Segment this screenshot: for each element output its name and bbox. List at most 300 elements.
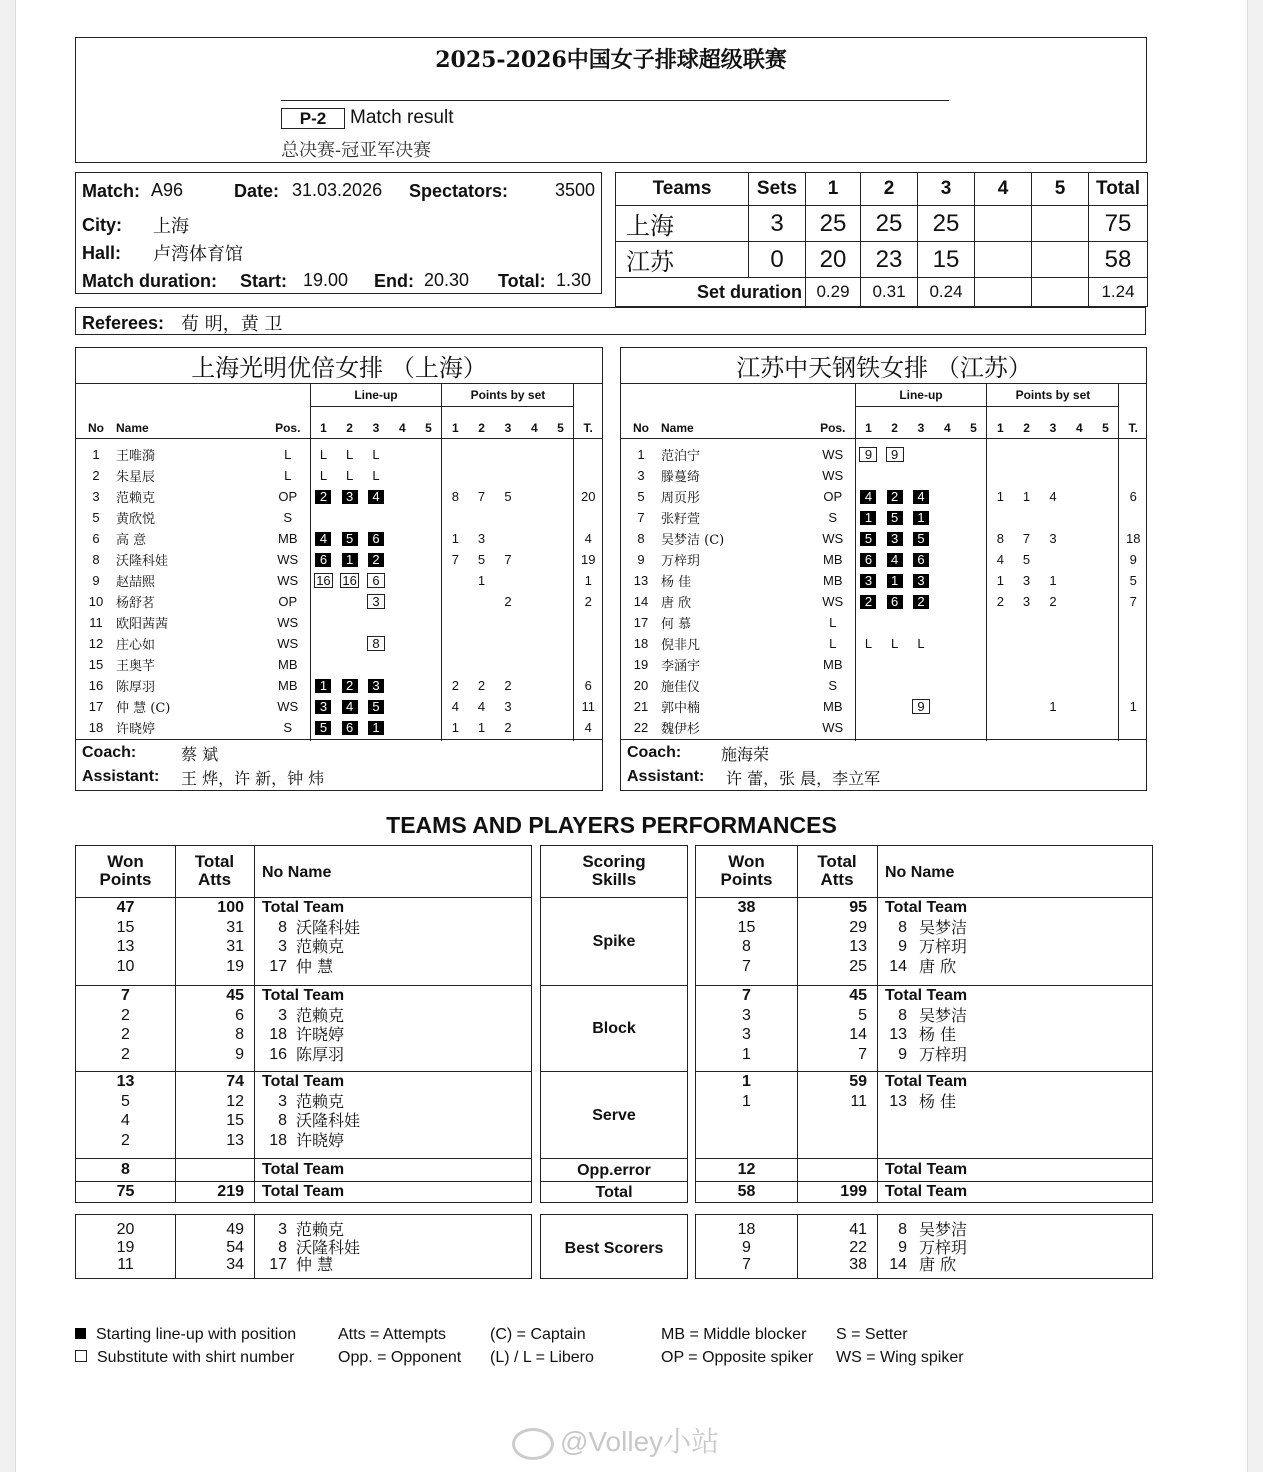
col-pos: Pos. — [266, 407, 310, 439]
player-number: 1 — [637, 447, 645, 462]
set-points — [1093, 612, 1119, 633]
player-number: 1 — [92, 447, 100, 462]
set-points — [1013, 654, 1039, 675]
player-position: OP — [278, 594, 298, 609]
skill-label-spike: Spike — [541, 898, 687, 986]
set-duration-row — [616, 278, 1148, 307]
set-points — [1093, 444, 1119, 465]
lineup-cell — [881, 486, 907, 507]
legend-item — [661, 1326, 806, 1344]
lineup-cell — [908, 528, 934, 549]
lineup-cell — [363, 507, 389, 528]
starting-position-badge: 6 — [913, 553, 929, 567]
total-points: 4 — [574, 528, 602, 549]
set-points: 2 — [504, 720, 512, 735]
shirt-number: 17 — [269, 1256, 287, 1273]
set-points — [1093, 654, 1119, 675]
set-points: 5 — [477, 552, 486, 567]
lineup-cell — [310, 675, 336, 696]
spacer — [621, 384, 855, 407]
set-points — [548, 675, 574, 696]
set-points: 1 — [477, 573, 486, 588]
player-name: 沃隆科娃 — [296, 1237, 361, 1257]
starting-position-badge: 5 — [887, 511, 903, 525]
best-scorer-line — [76, 1221, 531, 1239]
player-number: 17 — [633, 615, 649, 630]
won-points: 8 — [121, 1161, 130, 1178]
score-header-sets: Sets — [749, 173, 806, 206]
set-points — [987, 465, 1013, 486]
set-points — [1066, 717, 1092, 738]
won-points: 4 — [121, 1112, 130, 1129]
lineup-cell: L — [890, 636, 899, 651]
total-attempts: 41 — [849, 1221, 867, 1238]
performance-line — [76, 898, 531, 918]
legend-text: OP = Opposite spiker — [661, 1349, 814, 1366]
player-number: 18 — [633, 636, 649, 651]
performance-line — [696, 1159, 1152, 1181]
lineup-cell — [961, 717, 987, 738]
player-name: 范赖克 — [296, 1220, 345, 1239]
player-row — [76, 654, 602, 675]
player-name: 朱星辰 — [116, 470, 156, 485]
set-points — [442, 612, 468, 633]
points-by-set-header: Points by set — [987, 384, 1119, 407]
set-points — [468, 444, 494, 465]
performance-line — [696, 957, 1152, 977]
lineup-cell — [310, 717, 336, 738]
set-points: 3 — [1049, 531, 1057, 546]
player-position: OP — [823, 489, 843, 504]
set-points — [548, 654, 574, 675]
lineup-cell — [310, 486, 336, 507]
set-points — [521, 612, 547, 633]
set-points — [1040, 654, 1066, 675]
total-label: Total: — [498, 271, 546, 291]
set-points — [548, 612, 574, 633]
best-scorers-label-box — [540, 1214, 688, 1279]
shirt-number: 8 — [278, 1238, 287, 1256]
player-name: 杨 佳 — [919, 1091, 957, 1111]
won-points: 13 — [116, 1073, 135, 1090]
set-score: 15 — [918, 242, 975, 278]
no-name-header: No Name — [885, 864, 955, 881]
skill-group-serve — [76, 1072, 531, 1159]
lineup-cell — [363, 633, 389, 654]
lineup-cell — [389, 633, 415, 654]
player-name: 万梓玥 — [661, 554, 701, 569]
column-header-row — [621, 407, 1147, 439]
doc-code: P-2 — [281, 108, 345, 129]
score-header-3: 3 — [918, 173, 975, 206]
performance-line — [76, 1045, 531, 1065]
watermark-text: @Volley小站 — [560, 1426, 720, 1457]
skill-group-serve — [696, 1072, 1152, 1159]
total-attempts: 100 — [217, 899, 244, 916]
player-position: WS — [277, 699, 299, 714]
city-label: City: — [82, 215, 122, 235]
set-points — [1013, 696, 1039, 717]
shirt-number: 8 — [898, 1221, 907, 1238]
player-name: Total Team — [262, 987, 345, 1004]
legend-item — [661, 1349, 813, 1367]
set-points — [1013, 612, 1039, 633]
lineup-cell — [416, 654, 442, 675]
set-points — [1013, 675, 1039, 696]
lineup-cell — [416, 465, 442, 486]
best-scorer-line — [696, 1256, 1152, 1274]
lineup-cell — [416, 549, 442, 570]
player-name: 陈厚羽 — [116, 680, 156, 695]
total-attempts: 29 — [849, 918, 867, 936]
player-number: 8 — [637, 531, 645, 546]
player-name: Total Team — [262, 1161, 345, 1178]
lineup-cell — [336, 612, 362, 633]
lineup-cell — [908, 654, 934, 675]
divider — [281, 100, 949, 101]
total-attempts: 15 — [226, 1112, 244, 1129]
performance-line — [696, 1092, 1152, 1112]
set-points — [468, 654, 494, 675]
player-name: 高 意 — [116, 533, 147, 548]
set-points — [1066, 444, 1092, 465]
column-header-row — [76, 407, 602, 439]
player-row — [621, 696, 1147, 717]
lineup-cell — [961, 507, 987, 528]
total-atts-header: Total Atts — [194, 852, 235, 889]
lineup-cell — [363, 654, 389, 675]
referees-label: Referees: — [82, 313, 165, 333]
won-points: 7 — [121, 987, 130, 1004]
player-row — [76, 570, 602, 591]
legend-item — [490, 1326, 586, 1344]
set-points — [987, 717, 1013, 738]
total-points — [1119, 507, 1147, 528]
start-value: 19.00 — [303, 270, 349, 290]
player-row — [621, 465, 1147, 486]
set-score: 25 — [918, 206, 975, 242]
performance-line — [696, 1006, 1152, 1026]
player-name: 张籽萱 — [661, 512, 701, 527]
set-points — [1093, 717, 1119, 738]
legend-text: (C) = Captain — [490, 1326, 586, 1343]
set-points — [521, 549, 547, 570]
total-points: 2 — [574, 591, 602, 612]
starting-position-badge: 6 — [860, 553, 876, 567]
player-number: 3 — [637, 468, 645, 483]
score-header-row — [616, 173, 1148, 206]
set-points: 5 — [504, 489, 512, 504]
lineup-cell — [961, 612, 987, 633]
match-info-box — [75, 172, 602, 294]
legend-text: Opp. = Opponent — [338, 1349, 462, 1366]
total-attempts: 31 — [226, 918, 244, 936]
won-points-header: Won Points — [720, 852, 773, 889]
legend-text: Starting line-up with position — [96, 1326, 297, 1343]
player-position: S — [828, 678, 838, 693]
starting-position-badge: 3 — [315, 700, 331, 714]
starting-position-badge: 4 — [315, 532, 331, 546]
set-score — [975, 206, 1032, 242]
weibo-logo-icon — [512, 1428, 554, 1460]
won-points: 3 — [742, 1026, 751, 1043]
starting-position-badge: 6 — [342, 721, 358, 735]
player-number: 11 — [89, 615, 103, 630]
column-divider — [877, 846, 878, 1202]
skill-group-opperror — [696, 1159, 1152, 1182]
set-points: 2 — [504, 678, 512, 693]
referees-box — [75, 307, 1146, 335]
set-score: 25 — [806, 206, 861, 242]
col-lineup-set-2: 2 — [881, 407, 907, 439]
set-points — [1013, 717, 1039, 738]
lineup-cell — [363, 549, 389, 570]
end-value: 20.30 — [424, 270, 470, 290]
player-position: S — [283, 720, 293, 735]
set-score: 20 — [806, 242, 861, 278]
player-name: 杨 佳 — [661, 575, 692, 590]
total-attempts: 7 — [858, 1045, 867, 1063]
lineup-cell — [961, 465, 987, 486]
total-points — [1119, 612, 1147, 633]
won-points: 15 — [737, 918, 756, 936]
set-points — [1013, 507, 1039, 528]
lineup-cell — [389, 507, 415, 528]
player-number: 17 — [88, 699, 104, 714]
player-number: 8 — [92, 552, 100, 567]
performance-line — [696, 986, 1152, 1006]
performance-line — [76, 986, 531, 1006]
performance-line — [76, 1092, 531, 1112]
total-attempts: 54 — [226, 1238, 244, 1256]
set-points — [468, 465, 494, 486]
won-points: 2 — [121, 1006, 130, 1024]
set-points — [442, 591, 468, 612]
lineup-cell — [934, 444, 960, 465]
lineup-cell — [416, 486, 442, 507]
set-points: 3 — [1022, 573, 1031, 588]
lineup-cell — [855, 717, 881, 738]
set-points — [1040, 444, 1066, 465]
player-name: 欧阳茜茜 — [116, 617, 169, 632]
lineup-cell — [389, 549, 415, 570]
won-points: 1 — [742, 1045, 751, 1063]
score-header-4: 4 — [975, 173, 1032, 206]
starting-position-badge: 1 — [860, 511, 876, 525]
col-points-set-2: 2 — [468, 407, 494, 439]
total-attempts: 5 — [858, 1006, 867, 1024]
lineup-cell: L — [345, 447, 354, 462]
total-points: 4 — [574, 717, 602, 738]
lineup-cell — [908, 570, 934, 591]
set-points: 1 — [987, 570, 1013, 591]
total-points: 11 — [574, 696, 602, 717]
player-number: 6 — [92, 531, 100, 546]
no-name-header: No Name — [262, 864, 332, 881]
player-name: 沃隆科娃 — [296, 1111, 361, 1130]
set-points — [987, 675, 1013, 696]
player-name: 滕蔓绮 — [661, 470, 701, 485]
starting-position-badge: 5 — [315, 721, 331, 735]
col-pos: Pos. — [811, 407, 855, 439]
total-points — [1119, 465, 1147, 486]
team-panel-shanghai — [75, 347, 603, 791]
set-points: 7 — [477, 489, 486, 504]
set-score — [1032, 206, 1089, 242]
set-points — [1093, 486, 1119, 507]
lineup-cell: L — [917, 636, 925, 651]
player-name: 吴梦洁 (C) — [661, 533, 725, 548]
starting-position-badge: 2 — [342, 679, 358, 693]
set-points — [442, 633, 468, 654]
set-score — [975, 242, 1032, 278]
lineup-cell — [416, 717, 442, 738]
total-attempts: 6 — [235, 1006, 244, 1024]
starting-position-badge: 5 — [860, 532, 876, 546]
legend-item — [836, 1326, 908, 1344]
set-points: 3 — [477, 531, 486, 546]
player-position: MB — [278, 531, 298, 546]
lineup-cell — [881, 570, 907, 591]
set-points — [1066, 486, 1092, 507]
lineup-cell — [934, 696, 960, 717]
lineup-header: Line-up — [310, 384, 442, 407]
lineup-cell — [908, 465, 934, 486]
player-number: 9 — [637, 552, 645, 567]
score-header-teams: Teams — [616, 173, 749, 206]
lineup-cell — [416, 696, 442, 717]
won-points: 10 — [116, 957, 135, 975]
set-points — [1066, 549, 1092, 570]
legend-item — [75, 1349, 294, 1367]
set-duration — [975, 278, 1032, 307]
shirt-number: 8 — [898, 918, 907, 936]
lineup-cell — [855, 465, 881, 486]
lineup-header: Line-up — [855, 384, 987, 407]
shirt-number: 14 — [889, 1256, 907, 1273]
set-points — [987, 654, 1013, 675]
set-points: 1 — [1049, 699, 1057, 714]
lineup-cell — [336, 591, 362, 612]
lineup-cell — [310, 507, 336, 528]
lineup-cell: L — [855, 633, 881, 654]
player-name: 庄心如 — [116, 638, 156, 653]
starting-position-badge: 2 — [860, 595, 876, 609]
group-header-row — [76, 384, 602, 407]
player-number: 14 — [633, 594, 649, 609]
performance-line — [696, 1182, 1152, 1202]
legend-item — [338, 1326, 446, 1344]
lineup-cell — [389, 717, 415, 738]
shirt-number: 8 — [898, 1006, 907, 1024]
skill-group-total — [76, 1182, 531, 1203]
set-points — [468, 507, 494, 528]
performance-line — [76, 957, 531, 977]
player-row — [76, 465, 602, 486]
lineup-cell — [961, 696, 987, 717]
end-label: End: — [374, 271, 414, 291]
lineup-cell — [363, 612, 389, 633]
substitute-badge: 16 — [342, 573, 357, 588]
performance-line — [696, 918, 1152, 938]
team-name-row — [76, 348, 602, 384]
performance-header — [76, 846, 531, 898]
lineup-cell — [363, 486, 389, 507]
set-points — [521, 507, 547, 528]
set-points: 1 — [442, 717, 468, 738]
starting-position-badge: 2 — [913, 595, 929, 609]
player-position: L — [284, 447, 292, 462]
won-points: 1 — [742, 1092, 751, 1110]
lineup-cell — [881, 465, 907, 486]
set-points: 2 — [477, 678, 486, 693]
set-points — [548, 717, 574, 738]
set-points — [468, 633, 494, 654]
team-name: 江苏中天钢铁女排 （江苏） — [621, 348, 1147, 384]
player-row — [76, 633, 602, 654]
team-panel-jiangsu — [620, 347, 1147, 791]
total-attempts: 199 — [840, 1183, 867, 1200]
total-points: 9 — [1119, 549, 1147, 570]
set-points: 4 — [442, 696, 468, 717]
player-name: 范泊宁 — [661, 449, 701, 464]
lineup-cell — [389, 570, 415, 591]
set-points — [548, 528, 574, 549]
lineup-cell — [310, 654, 336, 675]
lineup-cell — [336, 528, 362, 549]
set-points — [987, 507, 1013, 528]
column-divider — [797, 846, 798, 1202]
column-divider — [877, 1215, 878, 1278]
player-row — [621, 570, 1147, 591]
player-name: 杨舒茗 — [116, 596, 156, 611]
col-lineup-set-3: 3 — [908, 407, 934, 439]
substitute-badge: 3 — [367, 594, 385, 609]
set-points: 7 — [504, 552, 512, 567]
lineup-cell — [934, 633, 960, 654]
set-points — [1066, 633, 1092, 654]
lineup-cell — [961, 591, 987, 612]
total-value: 1.30 — [556, 270, 592, 290]
set-score: 23 — [861, 242, 918, 278]
legend-item — [490, 1349, 594, 1367]
set-points — [1093, 696, 1119, 717]
player-row — [621, 549, 1147, 570]
total-points — [1119, 717, 1147, 738]
lineup-cell — [336, 486, 362, 507]
won-points-header: Won Points — [99, 852, 152, 889]
player-name: 施佳仪 — [661, 680, 701, 695]
lineup-cell — [855, 507, 881, 528]
lineup-cell — [934, 675, 960, 696]
player-row — [621, 591, 1147, 612]
set-points — [1040, 633, 1066, 654]
best-scorer-line — [76, 1239, 531, 1257]
set-points: 2 — [987, 591, 1013, 612]
spectators-value: 3500 — [554, 180, 595, 200]
performance-table-shanghai — [75, 845, 532, 1203]
col-points-set-1: 1 — [987, 407, 1013, 439]
starting-position-badge: 1 — [342, 553, 358, 567]
lineup-cell — [881, 675, 907, 696]
lineup-cell — [908, 486, 934, 507]
hall-label: Hall: — [82, 243, 122, 263]
player-name: 李涵宇 — [661, 659, 701, 674]
performance-line — [76, 1111, 531, 1131]
player-name: 许晓婷 — [116, 722, 156, 737]
lineup-cell — [336, 696, 362, 717]
lineup-cell — [855, 549, 881, 570]
